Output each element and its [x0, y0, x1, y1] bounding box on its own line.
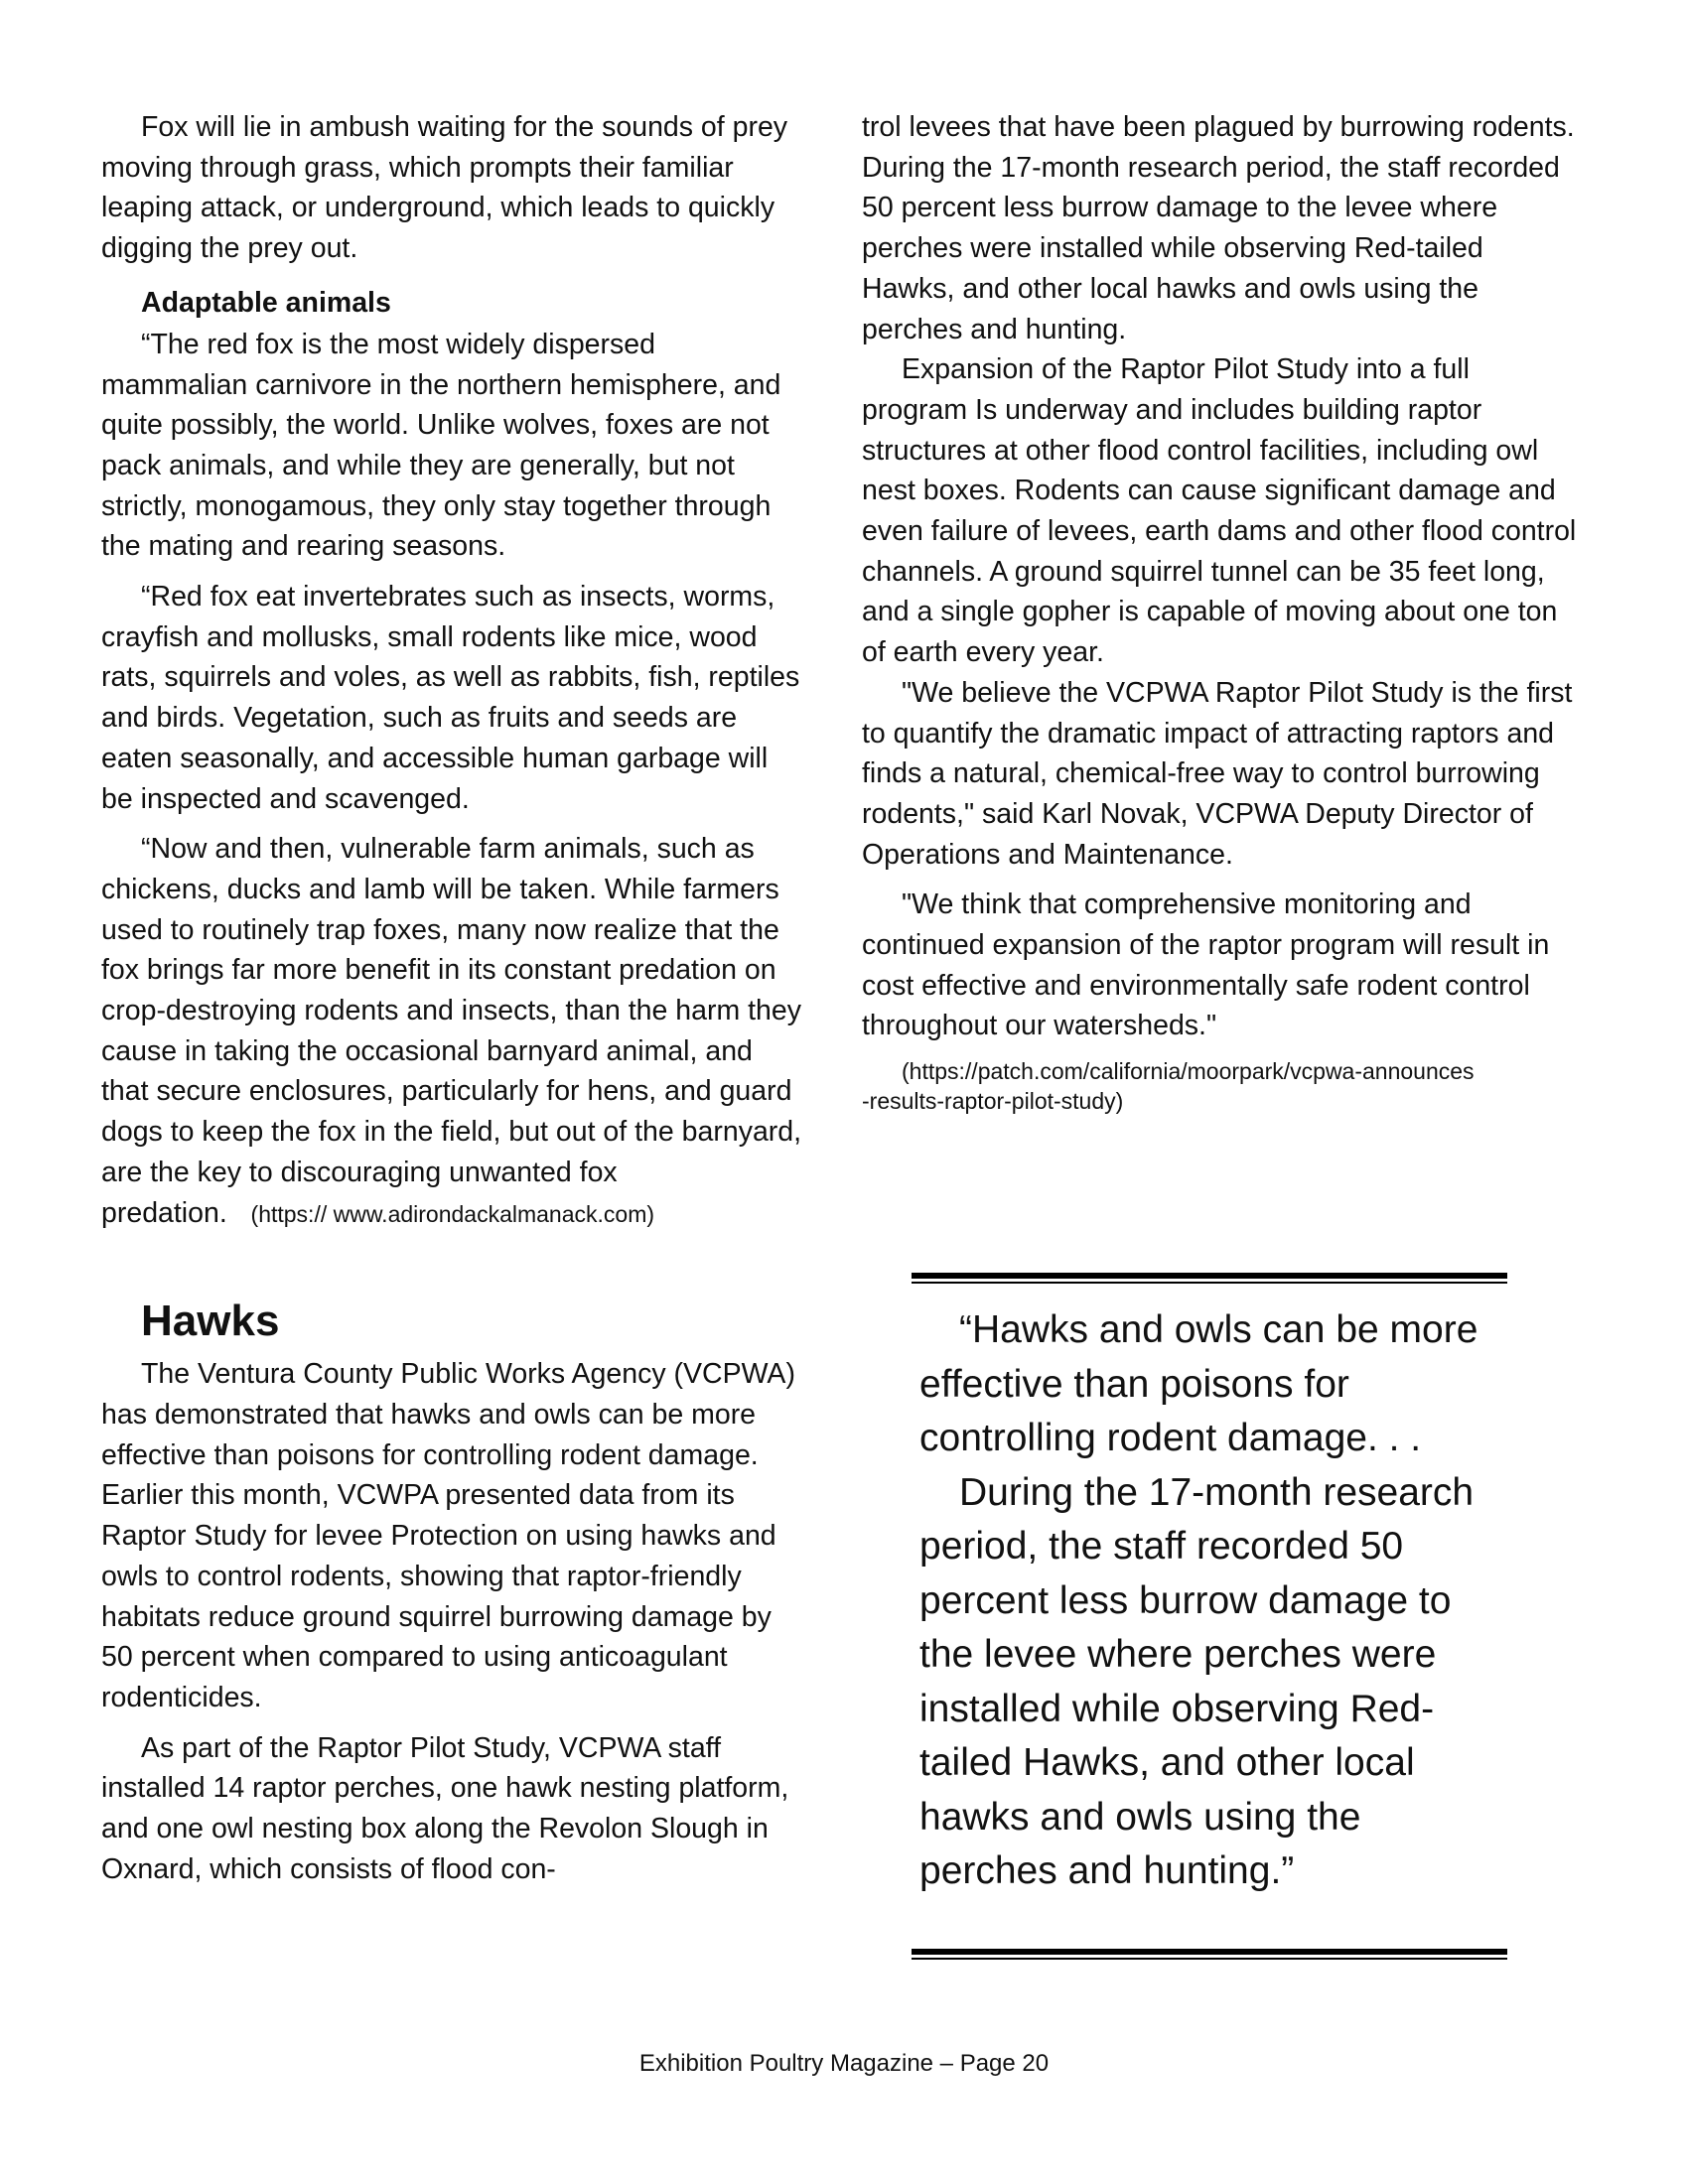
body-paragraph: As part of the Raptor Pilot Study, VCPWA staff installed 14 raptor perches, one hawk nesting platform, and one owl nesting box along the Revolon Slough in Oxnard, which consists of flood con- [101, 1731, 789, 1885]
source-line: (https://patch.com/california/moorpark/vcpwa-announces [902, 1058, 1475, 1085]
body-paragraph: “Red fox eat invertebrates such as insects, worms, crayfish and mollusks, small rodents like mice, wood rats, squirrels and voles, as well as rabbits, fish, reptiles and birds. Vegetation, such as fruits and seeds are eaten seasonally, and accessible human garbage will be inspected and scavenged. [101, 581, 800, 815]
body-paragraph: The Ventura County Public Works Agency (VCPWA) has demonstrated that hawks and owls can be more effective than poisons for controlling rodent damage. Earlier this month, VCWPA presented data from its Raptor Study for levee Protection on using hawks and owls to control rodents, showing that raptor-friendly habitats reduce ground squirrel burrowing damage by 50 percent when compared to using anticoagulant rodenticides. [101, 1358, 795, 1713]
paragraph-text: “Now and then, vulnerable farm animals, such as chickens, ducks and lamb will be taken. While farmers used to routinely trap foxes, many now realize that the fox brings far more benefit in its constant predation on crop-destroying rodents and insects, than the harm they cause in taking the occasional barnyard animal, and that secure enclosures, particularly for hens, and guard dogs to keep the fox in the field, but out of the barnyard, are the key to discouraging unwanted fox predation. [101, 833, 802, 1229]
source-line: -results-raptor-pilot-study) [862, 1088, 1124, 1115]
page-footer: Exhibition Poultry Magazine – Page 20 [638, 2050, 1050, 2077]
body-paragraph: "We think that comprehensive monitoring and continued expansion of the raptor program will result in cost effective and environmentally safe rodent control throughout our watersheds." [862, 888, 1550, 1042]
body-paragraph: “The red fox is the most widely dispersed mammalian carnivore in the northern hemisphere, and quite possibly, the world. Unlike wolves, foxes are not pack animals, and while they are generally, but not strictly, monogamous, they only stay together through the mating and rearing seasons. [101, 328, 781, 563]
source-citation [862, 1056, 1577, 1116]
subheading: Adaptable animals [141, 286, 391, 319]
pull-quote-text: During the 17-month research period, the staff recorded 50 percent less burrow damage to the levee where perches were installed while observing Red-tailed Hawks, and other local hawks and owls using the perches and hunting.” [919, 1470, 1475, 1892]
pull-quote-text: “Hawks and owls can be more effective than poisons for controlling rodent damage. . . [919, 1308, 1478, 1459]
body-paragraph: "We believe the VCPWA Raptor Pilot Study is the first to quantify the dramatic impact of attracting raptors and finds a natural, chemical-free way to control burrowing rodents," said Karl Novak, VCPWA Deputy Director of Operations and Maintenance. [862, 676, 1573, 871]
body-paragraph: trol levees that have been plagued by burrowing rodents. During the 17-month research period, the staff recorded 50 percent less burrow damage to the levee where perches were installed while observing Red-tailed Hawks, and other local hawks and owls using the perches and hunting. [862, 111, 1575, 345]
source-citation: (https:// www.adirondackalmanack.com) [250, 1200, 655, 1227]
section-heading: Hawks [141, 1297, 280, 1346]
divider [912, 1949, 1507, 1960]
body-paragraph [101, 829, 806, 1233]
right-column [862, 107, 1577, 1116]
pull-quote-body [912, 1303, 1507, 1899]
body-paragraph: Expansion of the Raptor Pilot Study into a full program Is underway and includes building raptor structures at other flood control facilities, including owl nest boxes. Rodents can cause significant damage and even failure of levees, earth dams and other flood control channels. A ground squirrel tunnel can be 35 feet long, and a single gopher is capable of moving about one ton of earth every year. [862, 353, 1577, 669]
pull-quote [912, 1273, 1507, 1960]
divider [912, 1273, 1507, 1284]
body-paragraph: Fox will lie in ambush waiting for the sounds of prey moving through grass, which prompts their familiar leaping attack, or underground, which leads to quickly digging the prey out. [101, 111, 788, 265]
left-column [101, 107, 806, 1889]
